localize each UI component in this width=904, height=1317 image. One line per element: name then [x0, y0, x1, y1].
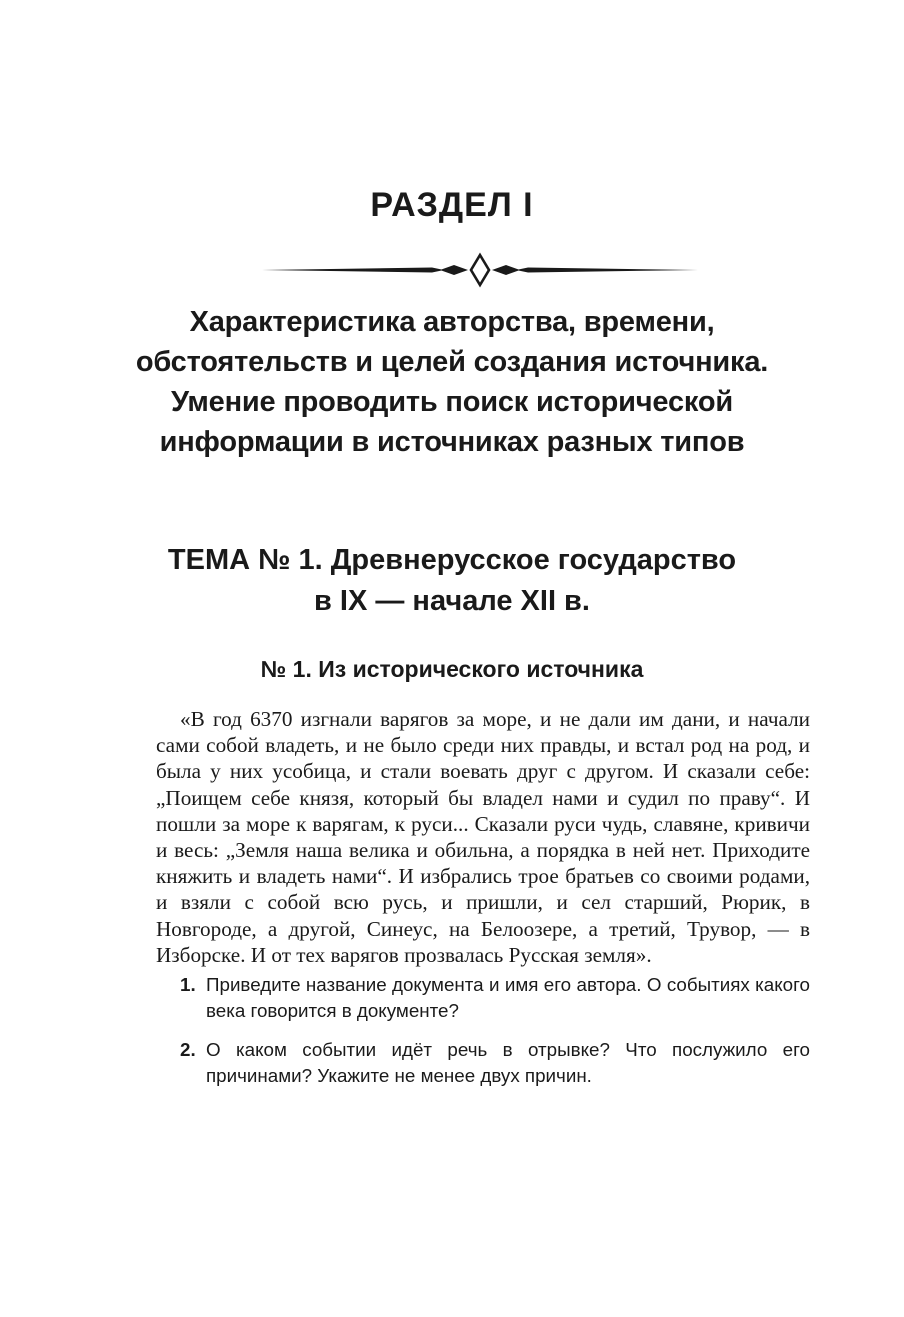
topic-title [120, 540, 784, 622]
question-text: О каком событии идёт речь в отрывке? Что послужило его причинами? Укажите не менее двух причин. [206, 1039, 810, 1086]
ornament-divider-icon [262, 252, 698, 288]
task-title: № 1. Из исторического источника [260, 656, 644, 682]
chapter-title: Характеристика авторства, времени, обстоятельств и целей создания источника. Умение проводить поиск исторической информации в источниках разных типов [135, 306, 769, 458]
source-quote: «В год 6370 изгнали варягов за море, и не дали им дани, и начали сами собой владеть, и не было среди них правды, и встал род на род, и была у них усобица, и стали воевать друг с другом. И сказали себе: „Поищем себе князя, который бы владел нами и судил по праву“. И пошли за море к варягам, к руси... Сказали руси чудь, славяне, кривичи и весь: „Земля наша велика и обильна, а порядка в ней нет. Приходите княжить и владеть нами“. И избрались трое братьев со своими родами, и взяли с собой всю русь, и пришли, и сел старший, Рюрик, в Новгороде, а другой, Синеус, на Белоозере, а третий, Трувор, — в Изборске. И от тех варягов прозвалась Русская земля». [156, 707, 810, 967]
question-item [156, 1037, 810, 1089]
topic-title-line-1: ТЕМА № 1. Древнерусское государство [167, 544, 737, 576]
question-number: 2. [180, 1039, 196, 1060]
questions-list [156, 972, 810, 1102]
question-text: Приведите название документа и имя его автора. О событиях какого века говорится в документе? [206, 974, 810, 1021]
question-item [156, 972, 810, 1024]
topic-title-line-2: в IX — начале XII в. [314, 585, 590, 617]
section-title: РАЗДЕЛ I [370, 186, 534, 224]
question-number: 1. [180, 974, 196, 995]
